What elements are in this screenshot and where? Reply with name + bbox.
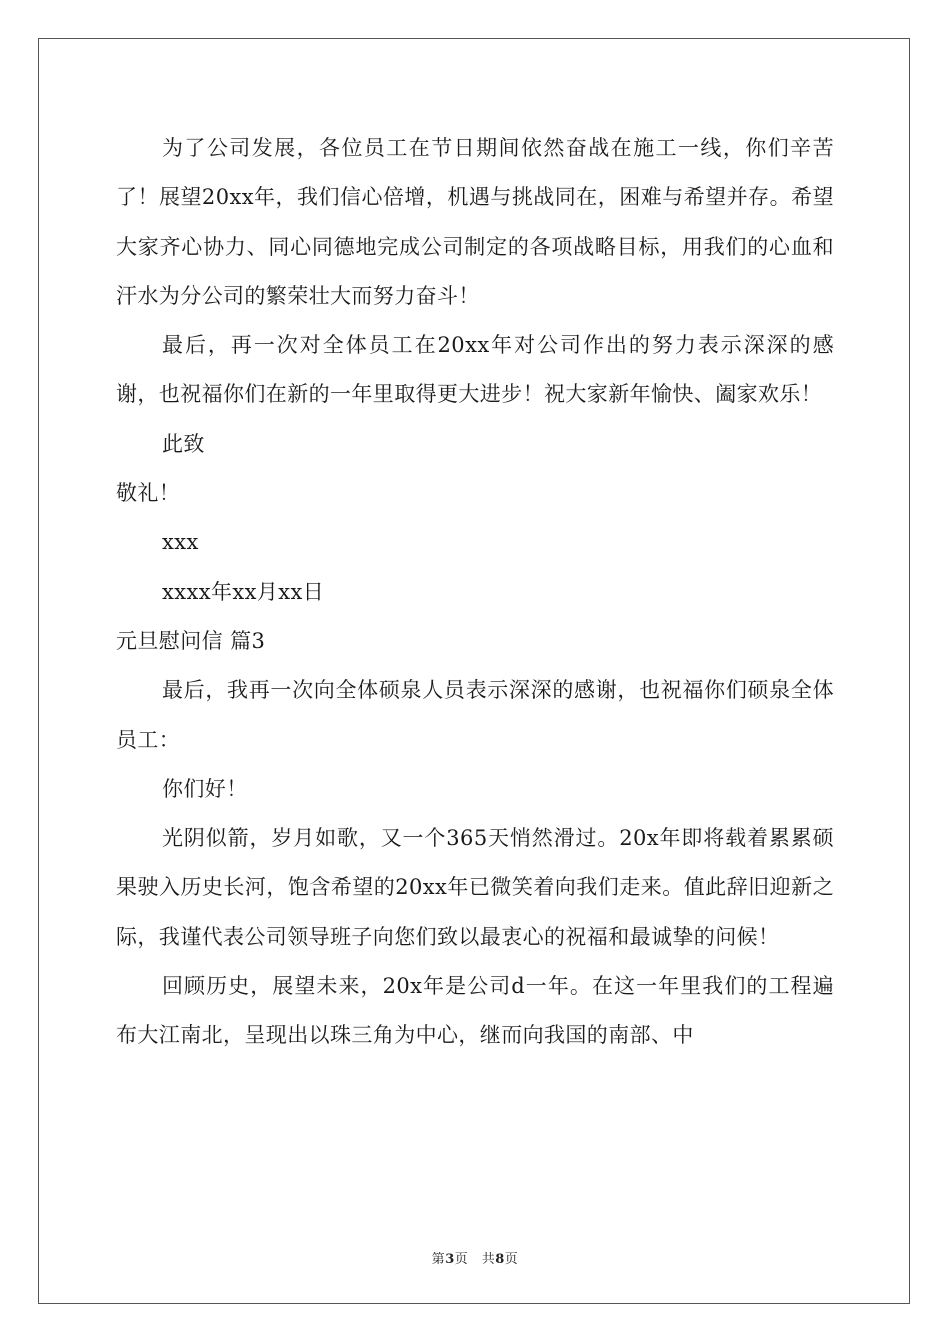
page-suffix: 页 xyxy=(504,1252,519,1267)
total-page-number: 8 xyxy=(495,1252,505,1267)
paragraph: 光阴似箭，岁月如歌，又一个365天悄然滑过。20x年即将载着累累硕果驶入历史长河，饱含希望的20xx年已微笑着向我们走来。值此辞旧迎新之际，我谨代表公司领导班子向您们致以最衷心的祝福和最诚挚的问候！ xyxy=(116,826,834,949)
page-mid: 页 共 xyxy=(454,1252,496,1267)
page-footer xyxy=(0,1248,950,1267)
salutation-regards: 敬礼！ xyxy=(116,481,181,506)
signature-name: xxx xyxy=(162,530,199,555)
greeting: 你们好！ xyxy=(162,776,248,801)
paragraph: 最后，我再一次向全体硕泉人员表示深深的感谢，也祝福你们硕泉全体员工： xyxy=(116,678,834,752)
paragraph: 回顾历史，展望未来，20x年是公司d一年。在这一年里我们的工程遍布大江南北，呈现出以珠三角为中心，继而向我国的南部、中 xyxy=(116,974,834,1048)
page-prefix: 第 xyxy=(431,1252,446,1267)
salutation-closing: 此致 xyxy=(162,431,205,456)
paragraph: 最后，再一次对全体员工在20xx年对公司作出的努力表示深深的感谢，也祝福你们在新的一年里取得更大进步！祝大家新年愉快、阖家欢乐！ xyxy=(116,333,834,407)
paragraph: 为了公司发展，各位员工在节日期间依然奋战在施工一线，你们辛苦了！展望20xx年，我们信心倍增，机遇与挑战同在，困难与希望并存。希望大家齐心协力、同心同德地完成公司制定的各项战略目标，用我们的心血和汗水为分公司的繁荣壮大而努力奋斗！ xyxy=(116,136,834,308)
section-heading: 元旦慰问信 篇3 xyxy=(116,628,266,653)
document-body xyxy=(116,124,834,1061)
signature-date: xxxx年xx月xx日 xyxy=(162,579,325,604)
current-page-number: 3 xyxy=(445,1252,455,1267)
